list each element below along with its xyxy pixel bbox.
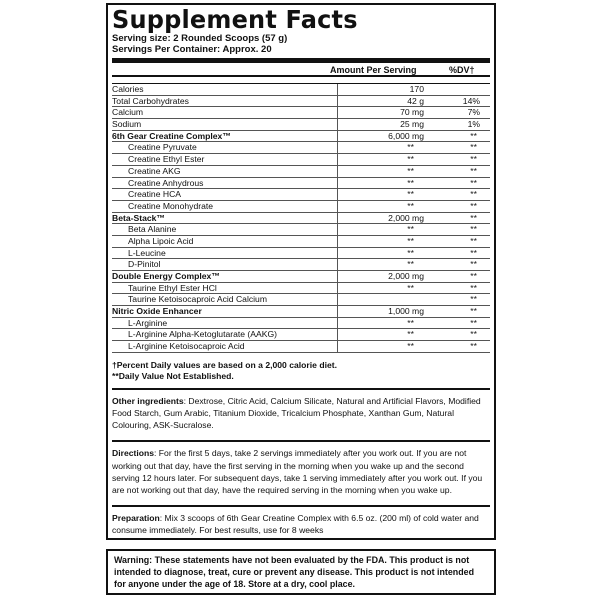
nutrient-amount: ** xyxy=(407,247,414,258)
nutrient-name: Nitric Oxide Enhancer xyxy=(112,306,202,317)
table-row xyxy=(112,154,490,166)
column-divider xyxy=(337,294,338,305)
nutrient-daily-value: ** xyxy=(470,247,477,258)
nutrient-amount: ** xyxy=(407,282,414,293)
nutrient-amount: ** xyxy=(407,142,414,153)
supplement-facts-panel xyxy=(106,3,496,540)
other-ingredients-text: : Dextrose, Citric Acid, Calcium Silicate, Natural and Artificial Flavors, Modified Food Starch, Gum Arabic, Titanium Dioxide, Tricalcium Phosphate, Xanthan Gum, Natural Colouring, ASK-Sucralose. xyxy=(112,395,481,431)
nutrient-daily-value: ** xyxy=(470,271,477,281)
nutrient-amount: 25 mg xyxy=(400,119,424,130)
column-divider xyxy=(337,271,338,282)
nutrient-daily-value: ** xyxy=(470,294,477,305)
nutrient-name: Sodium xyxy=(112,119,142,130)
footnote-not-established: **Daily Value Not Established. xyxy=(112,370,234,381)
nutrient-table xyxy=(112,83,490,353)
nutrient-amount: 2,000 mg xyxy=(388,212,424,223)
nutrient-amount: 70 mg xyxy=(400,107,424,118)
nutrient-daily-value: ** xyxy=(470,130,477,141)
nutrient-amount: ** xyxy=(407,317,414,328)
table-row xyxy=(112,306,490,318)
nutrient-name: Beta-Stack™ xyxy=(112,212,166,223)
table-row xyxy=(112,166,490,178)
column-divider xyxy=(337,166,338,177)
column-divider xyxy=(337,154,338,165)
preparation-text: : Mix 3 scoops of 6th Gear Creatine Complex with 6.5 oz. (200 ml) of cold water and consume immediately. For best results, use for 8 weeks xyxy=(112,513,479,536)
amount-column-header: Amount Per Serving xyxy=(330,65,417,75)
nutrient-amount: ** xyxy=(407,224,414,235)
nutrient-daily-value: ** xyxy=(470,306,477,317)
footnotes xyxy=(112,353,490,382)
table-row xyxy=(112,178,490,190)
nutrient-daily-value: 7% xyxy=(467,107,480,118)
nutrient-name: Creatine Monohydrate xyxy=(128,200,214,211)
nutrient-name: Double Energy Complex™ xyxy=(112,271,220,281)
nutrient-amount: ** xyxy=(407,200,414,211)
table-row xyxy=(112,341,490,353)
table-row xyxy=(112,259,490,271)
column-divider xyxy=(337,283,338,294)
column-divider xyxy=(337,248,338,259)
nutrient-name: Calcium xyxy=(112,107,144,118)
table-row xyxy=(112,283,490,295)
nutrient-daily-value: ** xyxy=(470,329,477,340)
nutrient-daily-value: ** xyxy=(470,154,477,165)
nutrient-name: L-Arginine xyxy=(128,317,168,328)
nutrient-amount: 6,000 mg xyxy=(388,130,424,141)
nutrient-name: Creatine Anhydrous xyxy=(128,177,204,188)
nutrient-amount: ** xyxy=(407,165,414,176)
nutrient-name: Calories xyxy=(112,84,144,94)
nutrient-amount: ** xyxy=(407,341,414,352)
nutrient-name: Creatine AKG xyxy=(128,165,181,176)
footnote-daily-value: †Percent Daily values are based on a 2,000 calorie diet. xyxy=(112,359,337,370)
nutrient-name: D-Pinitol xyxy=(128,259,161,270)
column-divider xyxy=(337,131,338,142)
nutrient-daily-value: 14% xyxy=(462,95,480,106)
directions-text: : For the first 5 days, take 2 servings immediately after you work out. If you are not working out that day, have the first serving in the morning when you wake up and the second serving 12 hours later. For subsequent days, take 1 serving immediately after you work out. If you are not working out that day, have the required serving in the morning when you wake up. xyxy=(112,448,483,496)
nutrient-name: Alpha Lipoic Acid xyxy=(128,235,194,246)
nutrient-daily-value: ** xyxy=(470,235,477,246)
nutrient-name: Creatine HCA xyxy=(128,189,182,200)
table-row xyxy=(112,318,490,330)
nutrient-daily-value: ** xyxy=(470,212,477,223)
table-row xyxy=(112,96,490,108)
nutrient-name: Taurine Ethyl Ester HCl xyxy=(128,282,217,293)
dv-column-header: %DV† xyxy=(449,65,475,75)
table-row xyxy=(112,329,490,341)
nutrient-amount: 1,000 mg xyxy=(388,306,424,317)
serving-size: Serving size: 2 Rounded Scoops (57 g) xyxy=(112,33,288,44)
nutrient-name: 6th Gear Creatine Complex™ xyxy=(112,130,231,141)
table-row xyxy=(112,119,490,131)
nutrient-name: Total Carbohydrates xyxy=(112,95,189,106)
nutrient-amount: ** xyxy=(407,235,414,246)
table-row xyxy=(112,84,490,96)
column-divider xyxy=(337,84,338,95)
column-divider xyxy=(337,201,338,212)
nutrient-daily-value: ** xyxy=(470,341,477,352)
column-header xyxy=(112,63,490,77)
column-divider xyxy=(337,224,338,235)
table-row xyxy=(112,271,490,283)
nutrient-amount: ** xyxy=(407,154,414,165)
nutrient-amount: ** xyxy=(407,189,414,200)
table-row xyxy=(112,213,490,225)
nutrient-daily-value: ** xyxy=(470,189,477,200)
table-row xyxy=(112,236,490,248)
nutrient-daily-value: ** xyxy=(470,177,477,188)
preparation xyxy=(112,507,490,539)
nutrient-name: Creatine Ethyl Ester xyxy=(128,154,205,165)
table-row xyxy=(112,107,490,119)
warning-box: Warning: These statements have not been evaluated by the FDA. This product is not intended to diagnose, treat, cure or prevent any disease. This product is not intended for anyone under the age of 18. Store at a dry, cool place. xyxy=(106,549,496,595)
nutrient-amount: ** xyxy=(407,329,414,340)
column-divider xyxy=(337,329,338,340)
table-row xyxy=(112,189,490,201)
column-divider xyxy=(337,341,338,352)
servings-per-container: Servings Per Container: Approx. 20 xyxy=(112,44,272,55)
table-row xyxy=(112,224,490,236)
nutrient-daily-value: ** xyxy=(470,317,477,328)
other-ingredients xyxy=(112,390,490,435)
nutrient-name: L-Leucine xyxy=(128,247,166,258)
column-divider xyxy=(337,306,338,317)
nutrient-name: Taurine Ketoisocaproic Acid Calcium xyxy=(128,294,267,305)
nutrient-amount: 2,000 mg xyxy=(388,271,424,281)
table-row xyxy=(112,142,490,154)
column-divider xyxy=(337,189,338,200)
directions xyxy=(112,442,490,499)
nutrient-amount: ** xyxy=(407,177,414,188)
nutrient-name: L-Arginine Ketoisocaproic Acid xyxy=(128,341,245,352)
panel-title: Supplement Facts xyxy=(112,5,358,34)
column-divider xyxy=(337,259,338,270)
table-row xyxy=(112,201,490,213)
nutrient-daily-value: ** xyxy=(470,282,477,293)
column-divider xyxy=(337,213,338,224)
nutrient-amount: 42 g xyxy=(407,95,424,106)
nutrient-daily-value: ** xyxy=(470,259,477,270)
nutrient-name: L-Arginine Alpha-Ketoglutarate (AAKG) xyxy=(128,329,278,340)
directions-label: Directions xyxy=(112,448,155,459)
nutrient-amount: 170 xyxy=(409,84,424,94)
column-divider xyxy=(337,96,338,107)
other-ingredients-label: Other ingredients xyxy=(112,395,184,406)
nutrient-daily-value: ** xyxy=(470,224,477,235)
table-row xyxy=(112,131,490,143)
column-divider xyxy=(337,107,338,118)
column-divider xyxy=(337,142,338,153)
nutrient-daily-value: ** xyxy=(470,165,477,176)
table-row xyxy=(112,294,490,306)
preparation-label: Preparation xyxy=(112,513,160,524)
table-row xyxy=(112,248,490,260)
column-divider xyxy=(337,178,338,189)
column-divider xyxy=(337,119,338,130)
column-divider xyxy=(337,318,338,329)
column-divider xyxy=(337,236,338,247)
nutrient-name: Creatine Pyruvate xyxy=(128,142,197,153)
nutrient-daily-value: ** xyxy=(470,200,477,211)
nutrient-name: Beta Alanine xyxy=(128,224,177,235)
nutrient-amount: ** xyxy=(407,259,414,270)
nutrient-daily-value: 1% xyxy=(467,119,480,130)
nutrient-daily-value: ** xyxy=(470,142,477,153)
